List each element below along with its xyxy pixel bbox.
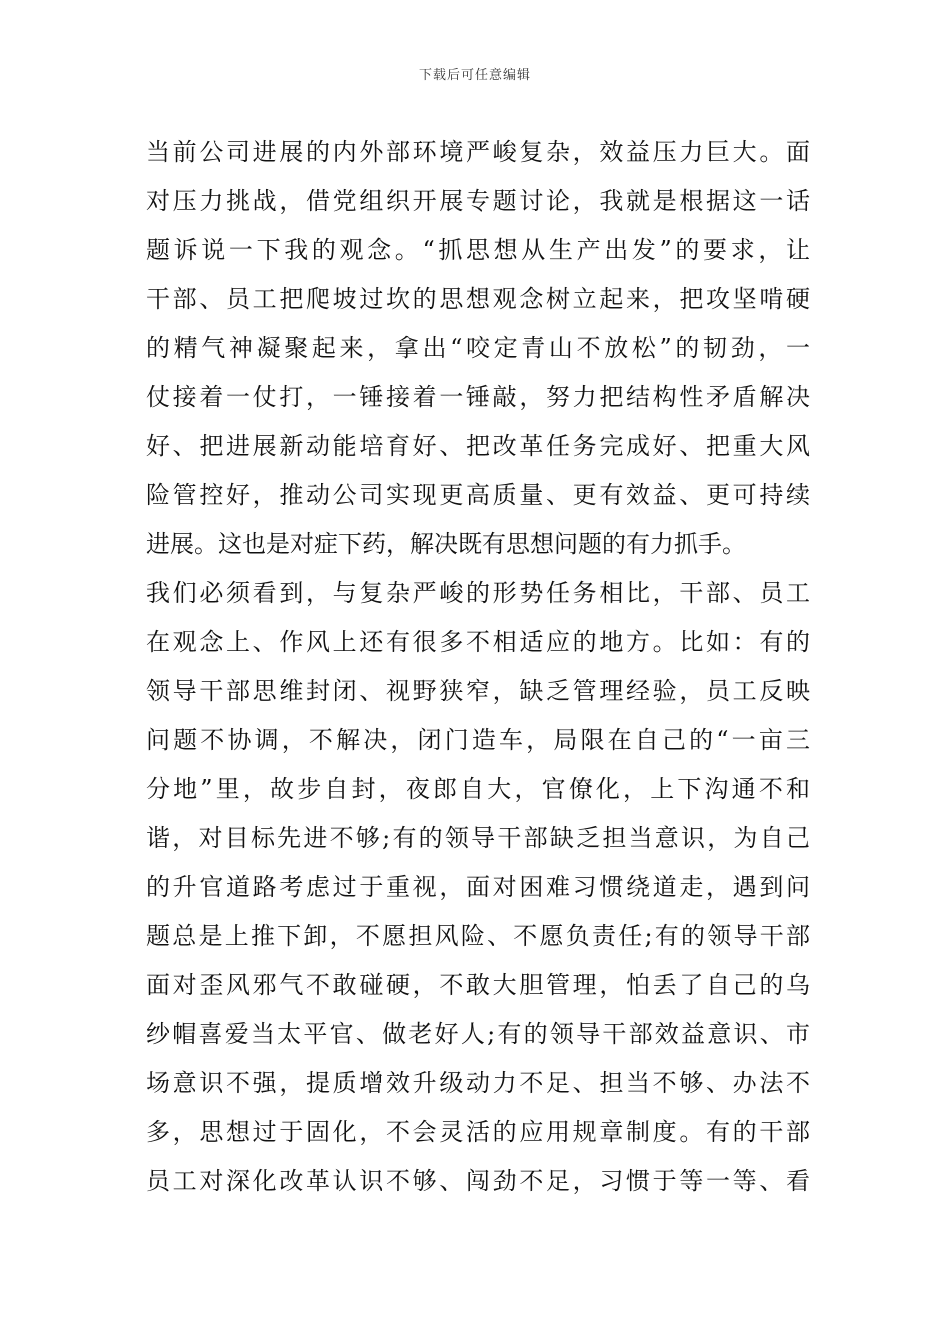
text-line: 在观念上、作风上还有很多不相适应的地方。比如：有的 bbox=[146, 628, 810, 656]
text-line: 场意识不强，提质增效升级动力不足、担当不够、办法不 bbox=[146, 1069, 810, 1097]
text-line: 险管控好，推动公司实现更高质量、更有效益、更可持续 bbox=[146, 481, 810, 509]
text-line: 仗接着一仗打，一锤接着一锤敲，努力把结构性矛盾解决 bbox=[146, 383, 810, 411]
text-line: 题总是上推下卸，不愿担风险、不愿负责任;有的领导干部 bbox=[146, 922, 810, 950]
text-line: 的精气神凝聚起来，拿出“咬定青山不放松”的韧劲，一 bbox=[146, 334, 810, 362]
text-line: 好、把进展新动能培育好、把改革任务完成好、把重大风 bbox=[146, 432, 810, 460]
text-line: 谐，对目标先进不够;有的领导干部缺乏担当意识，为自己 bbox=[146, 824, 810, 852]
text-line: 面对歪风邪气不敢碰硬，不敢大胆管理，怕丢了自己的乌 bbox=[146, 971, 810, 999]
text-line: 员工对深化改革认识不够、闯劲不足，习惯于等一等、看 bbox=[146, 1167, 810, 1195]
page-header: 下载后可任意编辑 bbox=[418, 68, 531, 83]
text-line: 对压力挑战，借党组织开展专题讨论，我就是根据这一话 bbox=[146, 187, 810, 215]
text-line: 干部、员工把爬坡过坎的思想观念树立起来，把攻坚啃硬 bbox=[146, 285, 810, 313]
text-line: 的升官道路考虑过于重视，面对困难习惯绕道走，遇到问 bbox=[146, 873, 810, 901]
text-line: 问题不协调，不解决，闭门造车，局限在自己的“一亩三 bbox=[146, 726, 810, 754]
text-line: 进展。这也是对症下药，解决既有思想问题的有力抓手。 bbox=[146, 530, 746, 558]
text-line: 纱帽喜爱当太平官、做老好人;有的领导干部效益意识、市 bbox=[146, 1020, 810, 1048]
text-line: 当前公司进展的内外部环境严峻复杂，效益压力巨大。面 bbox=[146, 138, 810, 166]
text-line: 我们必须看到，与复杂严峻的形势任务相比，干部、员工 bbox=[146, 579, 810, 607]
text-line: 题诉说一下我的观念。“抓思想从生产出发”的要求，让 bbox=[146, 236, 810, 264]
text-line: 多，思想过于固化，不会灵活的应用规章制度。有的干部 bbox=[146, 1118, 810, 1146]
body-text bbox=[146, 128, 810, 1206]
text-line: 领导干部思维封闭、视野狭窄，缺乏管理经验，员工反映 bbox=[146, 677, 810, 705]
text-line: 分地”里，故步自封，夜郎自大，官僚化，上下沟通不和 bbox=[146, 775, 810, 803]
